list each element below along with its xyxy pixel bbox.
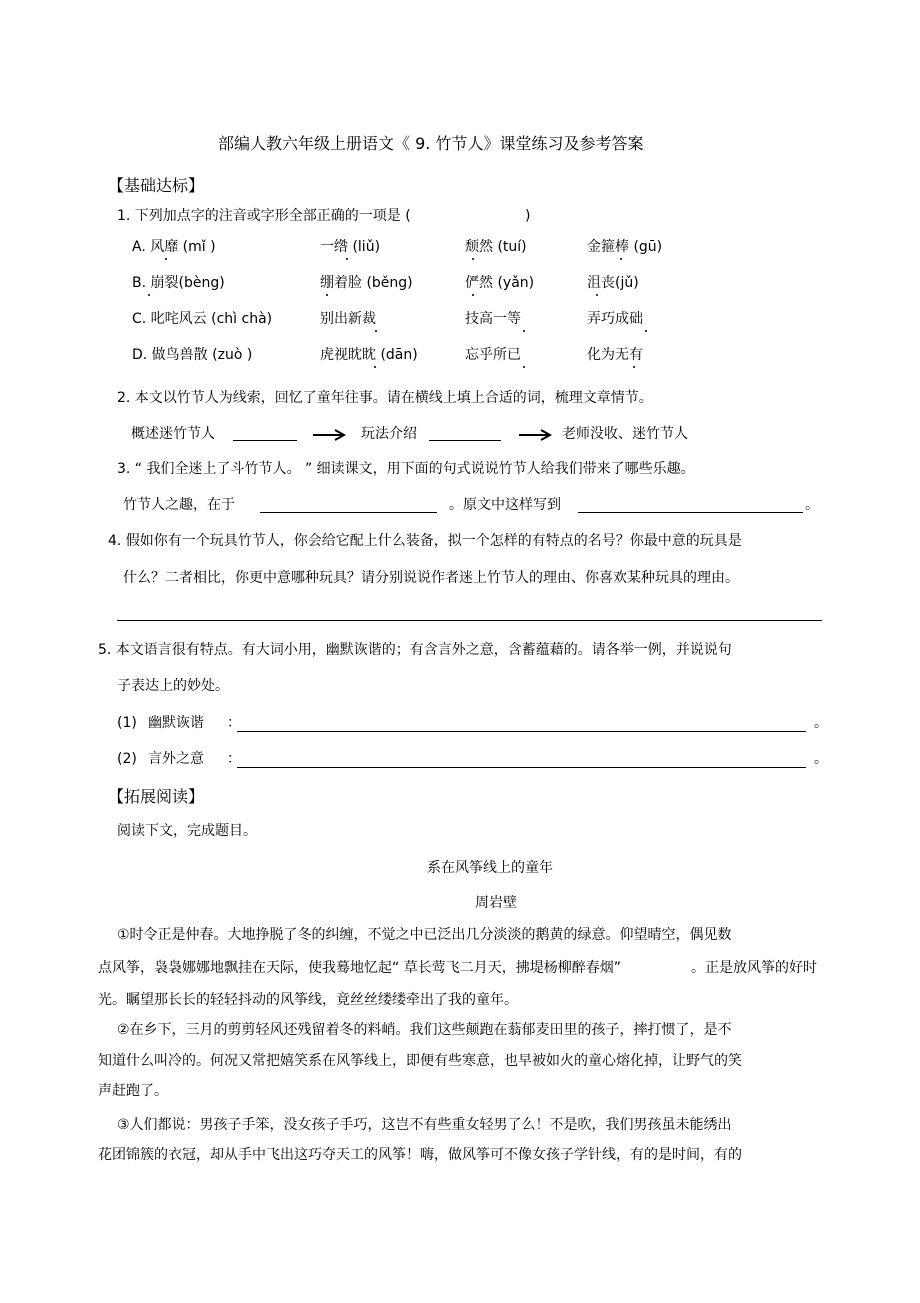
q5-item-2-number: (2) xyxy=(117,751,137,767)
article-title: 系在风筝线上的童年 xyxy=(427,860,553,876)
q2-flow-step-3: 老师没收、迷竹节人 xyxy=(562,426,688,442)
q1-option-d-4: 化为无有 xyxy=(587,347,643,363)
q2-flow-step-1: 概述迷竹节人 xyxy=(131,426,215,442)
q1-option-c-4: 弄巧成础 xyxy=(587,311,643,327)
paragraph-line: ②在乡下，三月的剪剪轻风还残留着冬的料峭。我们这些颠跑在蓊郁麦田里的孩子，摔打惯了，是不 xyxy=(117,1022,732,1038)
q1-option-d-1: D. 做鸟兽散 (zuò ) xyxy=(132,347,253,363)
q1-option-c-3: 技高一等 xyxy=(465,311,521,327)
q4-answer-line[interactable] xyxy=(117,620,822,621)
q1-stem: 1. 下列加点字的注音或字形全部正确的一项是 ( xyxy=(117,208,411,224)
q3-blank-1[interactable] xyxy=(260,512,437,513)
reading-instruction: 阅读下文，完成题目。 xyxy=(117,823,257,839)
emphasis-dot xyxy=(472,294,474,296)
q3-stem: 3. “ 我们全迷上了斗竹节人。 ” 细读课文，用下面的句式说说竹节人给我们带来了哪些乐趣。 xyxy=(117,461,695,477)
q5-item-2-end: 。 xyxy=(814,751,828,767)
q1-option-b-3: 俨然 (yǎn) xyxy=(465,275,535,291)
emphasis-dot xyxy=(523,330,525,332)
q2-flow-step-2: 玩法介绍 xyxy=(361,426,417,442)
paragraph-line: 点风筝，袅袅娜娜地飘挂在天际，使我蓦地忆起“ 草长莺飞二月天，拂堤杨柳醉春烟” xyxy=(98,960,621,976)
q1-option-b-1: B. 崩裂(bèng) xyxy=(132,275,225,291)
q5-line-2: 子表达上的妙处。 xyxy=(117,678,229,694)
q5-item-1-number: (1) xyxy=(117,715,137,731)
q1-option-d-2: 虎视眈眈 (dān) xyxy=(320,347,418,363)
q1-option-b-4: 沮丧(jǔ) xyxy=(587,275,639,291)
emphasis-dot xyxy=(346,258,348,260)
q1-option-d-3: 忘乎所已 xyxy=(465,347,521,363)
q5-item-2-colon: ： xyxy=(227,751,241,767)
q5-item-1-end: 。 xyxy=(814,715,828,731)
page-title: 部编人教六年级上册语文《 9. 竹节人》课堂练习及参考答案 xyxy=(218,134,644,153)
paragraph-line: ③人们都说：男孩子手笨，没女孩子手巧，这岂不有些重女轻男了么！不是吹，我们男孩虽未能绣出 xyxy=(117,1117,732,1133)
paragraph-line: 花团锦簇的衣冠，却从手中飞出这巧夺天工的风筝！嗨，做风筝可不像女孩子学针线，有的是时间，有的 xyxy=(98,1147,742,1163)
q2-stem: 2. 本文以竹节人为线索，回忆了童年往事。请在横线上填上合适的词，梳理文章情节。 xyxy=(117,390,653,406)
paragraph-line: 。正是放风筝的好时 xyxy=(691,960,817,976)
q3-frame-b: 。原文中这样写到 xyxy=(449,497,561,513)
q1-option-b-2: 绷着脸 (běng) xyxy=(320,275,413,291)
paragraph-line: ①时令正是仲春。大地挣脱了冬的纠缠，不觉之中已泛出几分淡淡的鹅黄的绿意。仰望晴空，偶见数 xyxy=(117,927,732,943)
paragraph-line: 光。瞩望那长长的轻轻抖动的风筝线，竟丝丝缕缕牵出了我的童年。 xyxy=(98,992,518,1008)
section-heading-extended: 【拓展阅读】 xyxy=(108,787,205,806)
paragraph-line: 知道什么叫冷的。何况又常把嬉笑系在风筝线上，即便有些寒意，也早被如火的童心熔化掉，让野气的笑 xyxy=(98,1053,742,1069)
article-author: 周岩壁 xyxy=(475,895,517,911)
q3-blank-2[interactable] xyxy=(578,512,803,513)
section-heading-basic: 【基础达标】 xyxy=(108,176,205,195)
q2-blank-2[interactable] xyxy=(429,440,501,441)
emphasis-dot xyxy=(375,330,377,332)
q5-item-1-label: 幽默诙谐 xyxy=(148,715,204,731)
q1-option-a-2: 一绺 (liǔ) xyxy=(320,239,381,255)
arrow-right-icon xyxy=(313,428,347,442)
emphasis-dot xyxy=(374,366,376,368)
q5-item-2-blank[interactable] xyxy=(237,767,806,768)
emphasis-dot xyxy=(596,294,598,296)
emphasis-dot xyxy=(523,366,525,368)
q5-line-1: 5. 本文语言很有特点。有大词小用，幽默诙谐的；有含言外之意，含蓄蕴藉的。请各举一例，并说说句 xyxy=(98,642,732,658)
q1-option-c-1: C. 叱咤风云 (chì chà) xyxy=(132,311,273,327)
q1-option-a-4: 金箍棒 (gū) xyxy=(587,239,663,255)
emphasis-dot xyxy=(645,330,647,332)
q1-option-a-3: 颓然 (tuí) xyxy=(465,239,527,255)
q2-blank-1[interactable] xyxy=(233,440,297,441)
paragraph-line: 声赶跑了。 xyxy=(98,1083,168,1099)
q1-option-c-2: 别出新裁 xyxy=(320,311,376,327)
q1-option-a-1: A. 风靡 (mǐ ) xyxy=(132,239,216,255)
emphasis-dot xyxy=(633,366,635,368)
q3-frame-a: 竹节人之趣，在于 xyxy=(123,497,235,513)
emphasis-dot xyxy=(165,258,167,260)
emphasis-dot xyxy=(148,294,150,296)
q5-item-2-label: 言外之意 xyxy=(148,751,204,767)
q5-item-1-colon: ： xyxy=(227,715,241,731)
emphasis-dot xyxy=(620,258,622,260)
arrow-right-icon xyxy=(519,428,553,442)
emphasis-dot xyxy=(326,294,328,296)
q3-frame-end: 。 xyxy=(805,497,819,513)
q1-paren-close: ) xyxy=(525,208,531,224)
q4-line-2: 什么？二者相比，你更中意哪种玩具？请分别说说作者迷上竹节人的理由、你喜欢某种玩具的理由。 xyxy=(123,570,739,586)
q5-item-1-blank[interactable] xyxy=(237,731,806,732)
emphasis-dot xyxy=(472,258,474,260)
q4-line-1: 4. 假如你有一个玩具竹节人，你会给它配上什么装备，拟一个怎样的有特点的名号？你最中意的玩具是 xyxy=(108,533,742,549)
